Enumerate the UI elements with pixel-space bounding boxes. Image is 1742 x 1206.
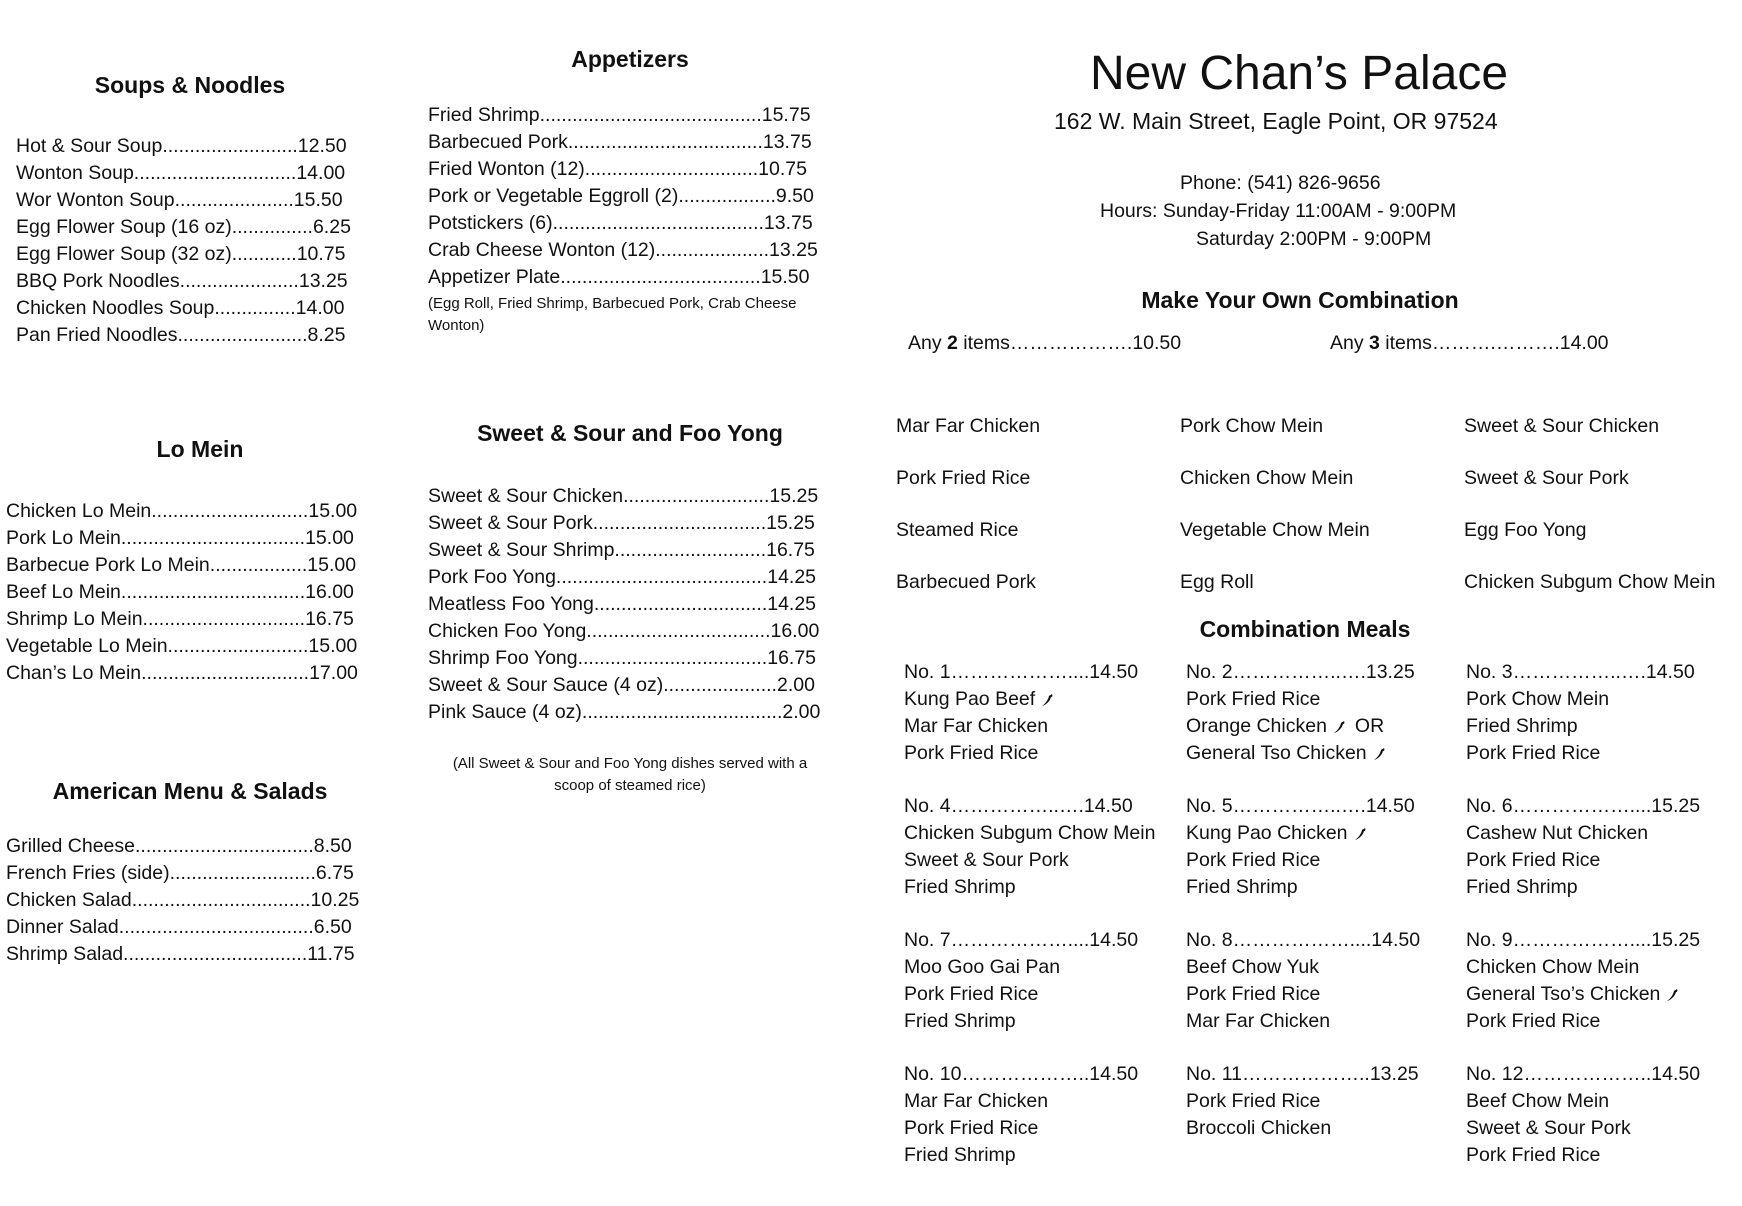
combo-meal-dish: Pork Fried Rice	[904, 983, 1039, 1005]
combo-meals-title: Combination Meals	[1199, 616, 1411, 642]
combo-meal-dish: Kung Pao Chicken	[1186, 820, 1415, 847]
combo-meal-dish: General Tso’s Chicken	[1466, 981, 1700, 1008]
any-two-price: Any 2 items……………….10.50	[908, 332, 1182, 354]
combo-meal-header: No. 3……………..….14.50	[1466, 661, 1695, 683]
menu-item: Vegetable Lo Mein..........................15.00	[6, 635, 358, 657]
menu-item: Chicken Foo Yong..................................16.00	[428, 620, 820, 642]
combo-meal-dish: Fried Shrimp	[904, 1010, 1016, 1032]
menu-item: BBQ Pork Noodles......................13.25	[16, 270, 348, 292]
appetizers-title: Appetizers	[571, 46, 689, 72]
menu-item: Wonton Soup..............................14.00	[16, 162, 346, 184]
menu-item: Pork or Vegetable Eggroll (2)..................9.50	[428, 185, 814, 207]
combo-meal-dish: Pork Fried Rice	[1466, 1010, 1601, 1032]
chili-pepper-icon	[1373, 747, 1387, 761]
menu-item: Crab Cheese Wonton (12).....................13.25	[428, 239, 818, 261]
menu-item: Pink Sauce (4 oz).....................................2.00	[428, 701, 821, 723]
menu-item: Meatless Foo Yong................................14.25	[428, 593, 817, 615]
combo-meal-dish: Fried Shrimp	[904, 1144, 1016, 1166]
combo-meal-dish: Chicken Subgum Chow Mein	[904, 822, 1156, 844]
combo-meal-header: No. 9………………....15.25	[1466, 929, 1701, 951]
combo-choice: Egg Roll	[1180, 571, 1254, 593]
combo-meal-dish: Fried Shrimp	[904, 876, 1016, 898]
combo-meal-header: No. 6………………....15.25	[1466, 795, 1701, 817]
combo-meal-dish: Chicken Chow Mein	[1466, 956, 1640, 978]
menu-item: Shrimp Foo Yong...................................16.75	[428, 647, 817, 669]
combo-choice: Vegetable Chow Mein	[1180, 519, 1370, 541]
own-combo-title: Make Your Own Combination	[1141, 287, 1459, 313]
restaurant-address: 162 W. Main Street, Eagle Point, OR 97524	[1054, 108, 1498, 134]
menu-item: Fried Shrimp.........................................15.75	[428, 104, 811, 126]
combo-meal-dish: Orange Chicken OR	[1186, 715, 1385, 737]
combo-meal-dish: Broccoli Chicken	[1186, 1117, 1332, 1139]
menu-item: Grilled Cheese.................................8.50	[6, 835, 352, 857]
menu-item: Chicken Salad.................................10.25	[6, 889, 360, 911]
combo-meal-dish: Sweet & Sour Pork	[904, 849, 1069, 871]
combo-meal-dish: Sweet & Sour Pork	[1466, 1117, 1631, 1139]
combo-meal-dish: Kung Pao Beef	[904, 686, 1138, 713]
sweetsour-note: (All Sweet & Sour and Foo Yong dishes served with a scoop of steamed rice)	[452, 755, 808, 794]
menu-item: Shrimp Lo Mein..............................16.75	[6, 608, 354, 630]
chili-pepper-icon	[1354, 827, 1368, 841]
combo-meal	[1186, 793, 1415, 901]
sweetsour-title: Sweet & Sour and Foo Yong	[477, 420, 783, 446]
combo-choice: Pork Chow Mein	[1180, 415, 1324, 437]
combo-meal	[1466, 927, 1700, 1035]
or-label: OR	[1354, 715, 1385, 737]
combo-meal-dish: Moo Goo Gai Pan	[904, 956, 1061, 978]
combo-choice: Chicken Subgum Chow Mein	[1464, 571, 1716, 593]
combo-choice: Mar Far Chicken	[896, 415, 1041, 437]
menu-item: Potstickers (6).......................................13.75	[428, 212, 813, 234]
menu-item: Egg Flower Soup (16 oz)...............6.25	[16, 216, 351, 238]
combo-meal-dish: Mar Far Chicken	[904, 1090, 1049, 1112]
combo-meal-dish: Fried Shrimp	[1186, 876, 1298, 898]
combo-meal-dish: Mar Far Chicken	[1186, 1010, 1331, 1032]
combo-meal-dish: Fried Shrimp	[1466, 876, 1578, 898]
combo-meal-dish: Pork Fried Rice	[1186, 1090, 1321, 1112]
combo-meal	[1186, 659, 1415, 767]
restaurant-hours-saturday: Saturday 2:00PM - 9:00PM	[1196, 228, 1432, 250]
combo-meal-header: No. 12………………..14.50	[1466, 1063, 1701, 1085]
combo-meal-dish: Pork Fried Rice	[1466, 742, 1601, 764]
combo-meal-header: No. 2……………..….13.25	[1186, 661, 1415, 683]
chili-pepper-icon	[1333, 720, 1347, 734]
american-title: American Menu & Salads	[52, 778, 328, 804]
combo-meal-dish: Mar Far Chicken	[904, 715, 1049, 737]
menu-item: Beef Lo Mein..................................16.00	[6, 581, 354, 603]
menu-item: Egg Flower Soup (32 oz)............10.75	[16, 243, 346, 265]
menu-item: Shrimp Salad..................................11.75	[6, 943, 355, 965]
combo-choice: Sweet & Sour Chicken	[1464, 415, 1660, 437]
lomein-title: Lo Mein	[156, 436, 244, 462]
combo-meal-header: No. 1………………....14.50	[904, 661, 1139, 683]
restaurant-phone: Phone: (541) 826-9656	[1180, 172, 1381, 194]
menu-item: Appetizer Plate.....................................15.50	[428, 266, 810, 288]
menu-item: Fried Wonton (12)................................10.75	[428, 158, 807, 180]
combo-meal-dish: Pork Fried Rice	[1186, 983, 1321, 1005]
menu-item: Sweet & Sour Chicken...........................15.25	[428, 485, 819, 507]
menu-item: Hot & Sour Soup.........................12.50	[16, 135, 347, 157]
combo-meal	[904, 793, 1155, 901]
combo-meal	[1186, 1061, 1419, 1142]
combo-meal	[1466, 793, 1700, 901]
combo-meal-dish: Pork Fried Rice	[904, 1117, 1039, 1139]
combo-meal-dish: Beef Chow Yuk	[1186, 956, 1319, 978]
menu-item: Barbecue Pork Lo Mein..................15.00	[6, 554, 357, 576]
combo-meal-header: No. 10………………..14.50	[904, 1063, 1139, 1085]
appetizers-note: (Egg Roll, Fried Shrimp, Barbecued Pork, Crab Cheese Wonton)	[428, 295, 797, 334]
restaurant-hours: Hours: Sunday-Friday 11:00AM - 9:00PM	[1100, 200, 1457, 222]
any-three-price: Any 3 items……….……….14.00	[1330, 332, 1609, 354]
combo-choice: Egg Foo Yong	[1464, 519, 1587, 541]
menu-item: Pork Foo Yong.......................................14.25	[428, 566, 817, 588]
combo-meal	[1466, 659, 1695, 767]
combo-meal-header: No. 4……………..….14.50	[904, 795, 1133, 817]
combo-meal	[904, 659, 1138, 767]
chili-pepper-icon	[1666, 988, 1680, 1002]
combo-meal-dish: Pork Fried Rice	[1466, 1144, 1601, 1166]
menu-item: Chicken Lo Mein.............................15.00	[6, 500, 358, 522]
combo-meal-dish: Pork Fried Rice	[1186, 688, 1321, 710]
menu-item: Sweet & Sour Sauce (4 oz).....................2.00	[428, 674, 815, 696]
menu-item: Wor Wonton Soup......................15.50	[16, 189, 343, 211]
combo-meal-header: No. 11………………..13.25	[1186, 1063, 1419, 1085]
combo-meal-dish: Pork Chow Mein	[1466, 688, 1610, 710]
combo-meal-dish: Pork Fried Rice	[904, 742, 1039, 764]
combo-meal	[904, 1061, 1138, 1169]
combo-meal-dish: Cashew Nut Chicken	[1466, 822, 1649, 844]
chili-pepper-icon	[1041, 693, 1055, 707]
combo-choice: Sweet & Sour Pork	[1464, 467, 1629, 489]
combo-choice: Pork Fried Rice	[896, 467, 1031, 489]
combo-meal-dish: Pork Fried Rice	[1466, 849, 1601, 871]
combo-meal-dish: Fried Shrimp	[1466, 715, 1578, 737]
combo-choice: Barbecued Pork	[896, 571, 1036, 593]
combo-choice: Steamed Rice	[896, 519, 1019, 541]
menu-item: Chicken Noodles Soup...............14.00	[16, 297, 345, 319]
combo-meal-header: No. 8………………....14.50	[1186, 929, 1421, 951]
combo-meal	[1186, 927, 1420, 1035]
combo-meal	[1466, 1061, 1700, 1169]
menu-item: Sweet & Sour Shrimp............................16.75	[428, 539, 815, 561]
menu-item: Chan’s Lo Mein...............................17.00	[6, 662, 358, 684]
combo-meal-header: No. 7………………....14.50	[904, 929, 1139, 951]
combo-meal-header: No. 5……………..….14.50	[1186, 795, 1415, 817]
restaurant-name: New Chan’s Palace	[1090, 47, 1509, 100]
menu-item: Dinner Salad....................................6.50	[6, 916, 352, 938]
combo-meal-dish: Beef Chow Mein	[1466, 1090, 1610, 1112]
combo-meal-dish: General Tso Chicken	[1186, 740, 1415, 767]
combo-choice: Chicken Chow Mein	[1180, 467, 1354, 489]
menu-item: Pan Fried Noodles........................8.25	[16, 324, 346, 346]
combo-meal-dish: Pork Fried Rice	[1186, 849, 1321, 871]
menu-item: Barbecued Pork....................................13.75	[428, 131, 812, 153]
menu-item: French Fries (side)...........................6.75	[6, 862, 354, 884]
combo-meal	[904, 927, 1138, 1035]
menu-item: Pork Lo Mein..................................15.00	[6, 527, 354, 549]
soups-title: Soups & Noodles	[94, 72, 286, 98]
menu-item: Sweet & Sour Pork................................15.25	[428, 512, 815, 534]
